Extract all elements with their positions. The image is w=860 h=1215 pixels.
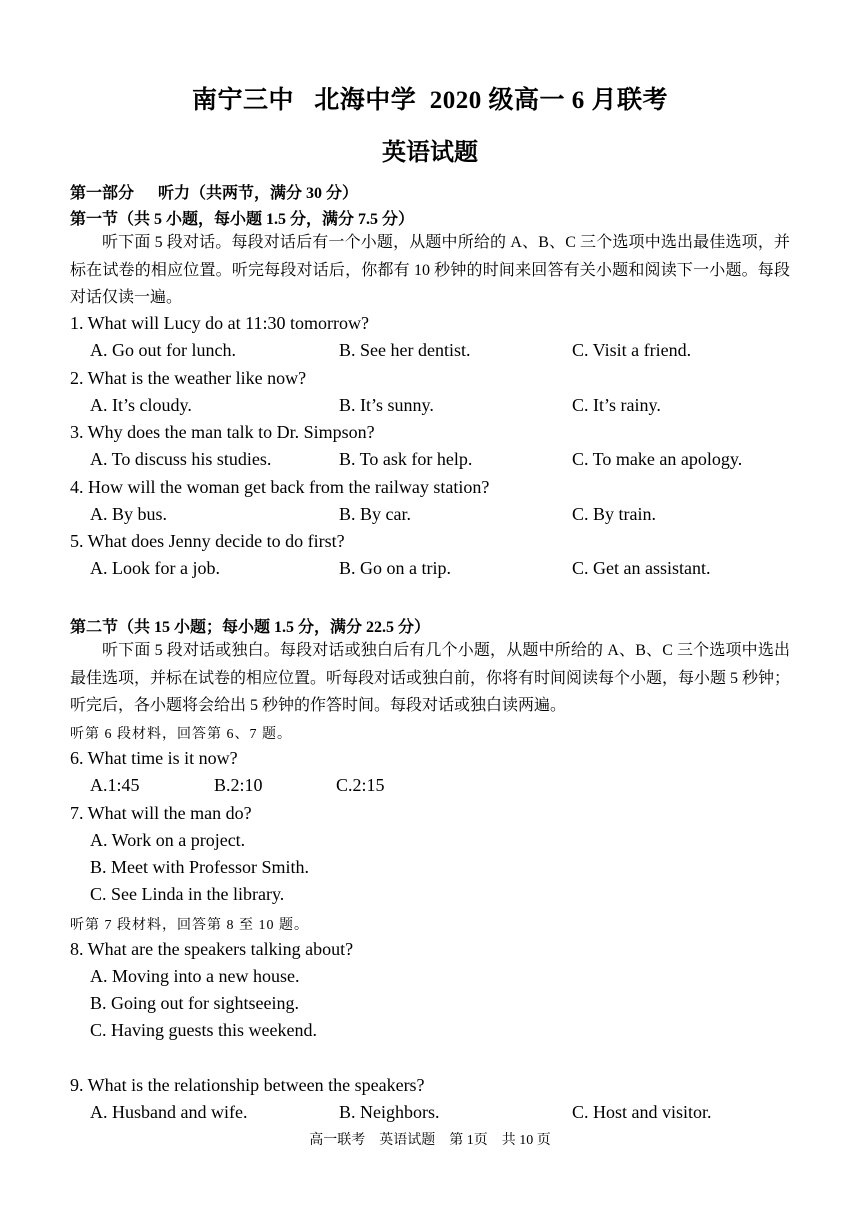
question-6: 6. What time is it now? [70,748,238,768]
exam-subtitle: 英语试题 [382,140,478,166]
q8-option-a: A. Moving into a new house. [90,966,300,986]
q5-option-b: B. Go on a trip. [339,558,451,578]
q7-option-c: C. See Linda in the library. [90,884,285,904]
q2-option-b: B. It’s sunny. [339,395,434,415]
q2-option-a: A. It’s cloudy. [90,395,192,415]
question-3: 3. Why does the man talk to Dr. Simpson? [70,422,375,442]
section1-instructions: 听下面 5 段对话。每段对话后有一个小题，从题中所给的 A、B、C 三个选项中选出最佳选项，并标在试卷的相应位置。听完每段对话后，你都有 10 秒钟的时间来回答有关小题和阅读下一小题。每段对话仅读一遍。 [70,234,790,306]
material-7-note: 听第 7 段材料，回答第 8 至 10 题。 [70,918,309,933]
section1-heading: 第一节（共 5 小题，每小题 1.5 分，满分 7.5 分） [70,211,415,228]
q9-option-c: C. Host and visitor. [572,1102,712,1122]
q3-option-a: A. To discuss his studies. [90,449,272,469]
question-7: 7. What will the man do? [70,803,252,823]
q6-option-a: A.1:45 [90,775,140,795]
q1-option-c: C. Visit a friend. [572,340,692,360]
q4-option-c: C. By train. [572,504,656,524]
q9-option-a: A. Husband and wife. [90,1102,248,1122]
q1-option-a: A. Go out for lunch. [90,340,236,360]
question-4: 4. How will the woman get back from the railway station? [70,477,490,497]
q5-option-c: C. Get an assistant. [572,558,711,578]
q1-option-b: B. See her dentist. [339,340,471,360]
question-2: 2. What is the weather like now? [70,368,307,388]
section2-heading: 第二节（共 15 小题；每小题 1.5 分，满分 22.5 分） [70,619,431,636]
exam-title: 南宁三中 北海中学 2020 级高一 6 月联考 [191,87,668,114]
q7-option-a: A. Work on a project. [90,830,246,850]
q5-option-a: A. Look for a job. [90,558,220,578]
section2-instructions: 听下面 5 段对话或独白。每段对话或独白后有几个小题，从题中所给的 A、B、C 三个选项中选出最佳选项，并标在试卷的相应位置。听每段对话或独白前，你将有时间阅读每个小题，每小题 5 秒钟；听完后，各小题将会给出 5 秒钟的作答时间。每段对话或独白读两遍。 [70,642,791,714]
q2-option-c: C. It’s rainy. [572,395,661,415]
q6-option-c: C.2:15 [336,775,385,795]
question-9: 9. What is the relationship between the speakers? [70,1075,425,1095]
q9-option-b: B. Neighbors. [339,1102,440,1122]
q3-option-c: C. To make an apology. [572,449,743,469]
q4-option-b: B. By car. [339,504,411,524]
material-6-note: 听第 6 段材料，回答第 6、7 题。 [70,727,292,742]
q7-option-b: B. Meet with Professor Smith. [90,857,309,877]
part1-heading: 第一部分 听力（共两节，满分 30 分） [70,185,359,202]
page-footer: 高一联考 英语试题 第 1页 共 10 页 [309,1133,551,1148]
q4-option-a: A. By bus. [90,504,168,524]
q6-option-b: B.2:10 [214,775,263,795]
question-5: 5. What does Jenny decide to do first? [70,531,345,551]
question-8: 8. What are the speakers talking about? [70,939,354,959]
question-1: 1. What will Lucy do at 11:30 tomorrow? [70,313,369,333]
q8-option-c: C. Having guests this weekend. [90,1020,317,1040]
q8-option-b: B. Going out for sightseeing. [90,993,299,1013]
q3-option-b: B. To ask for help. [339,449,473,469]
